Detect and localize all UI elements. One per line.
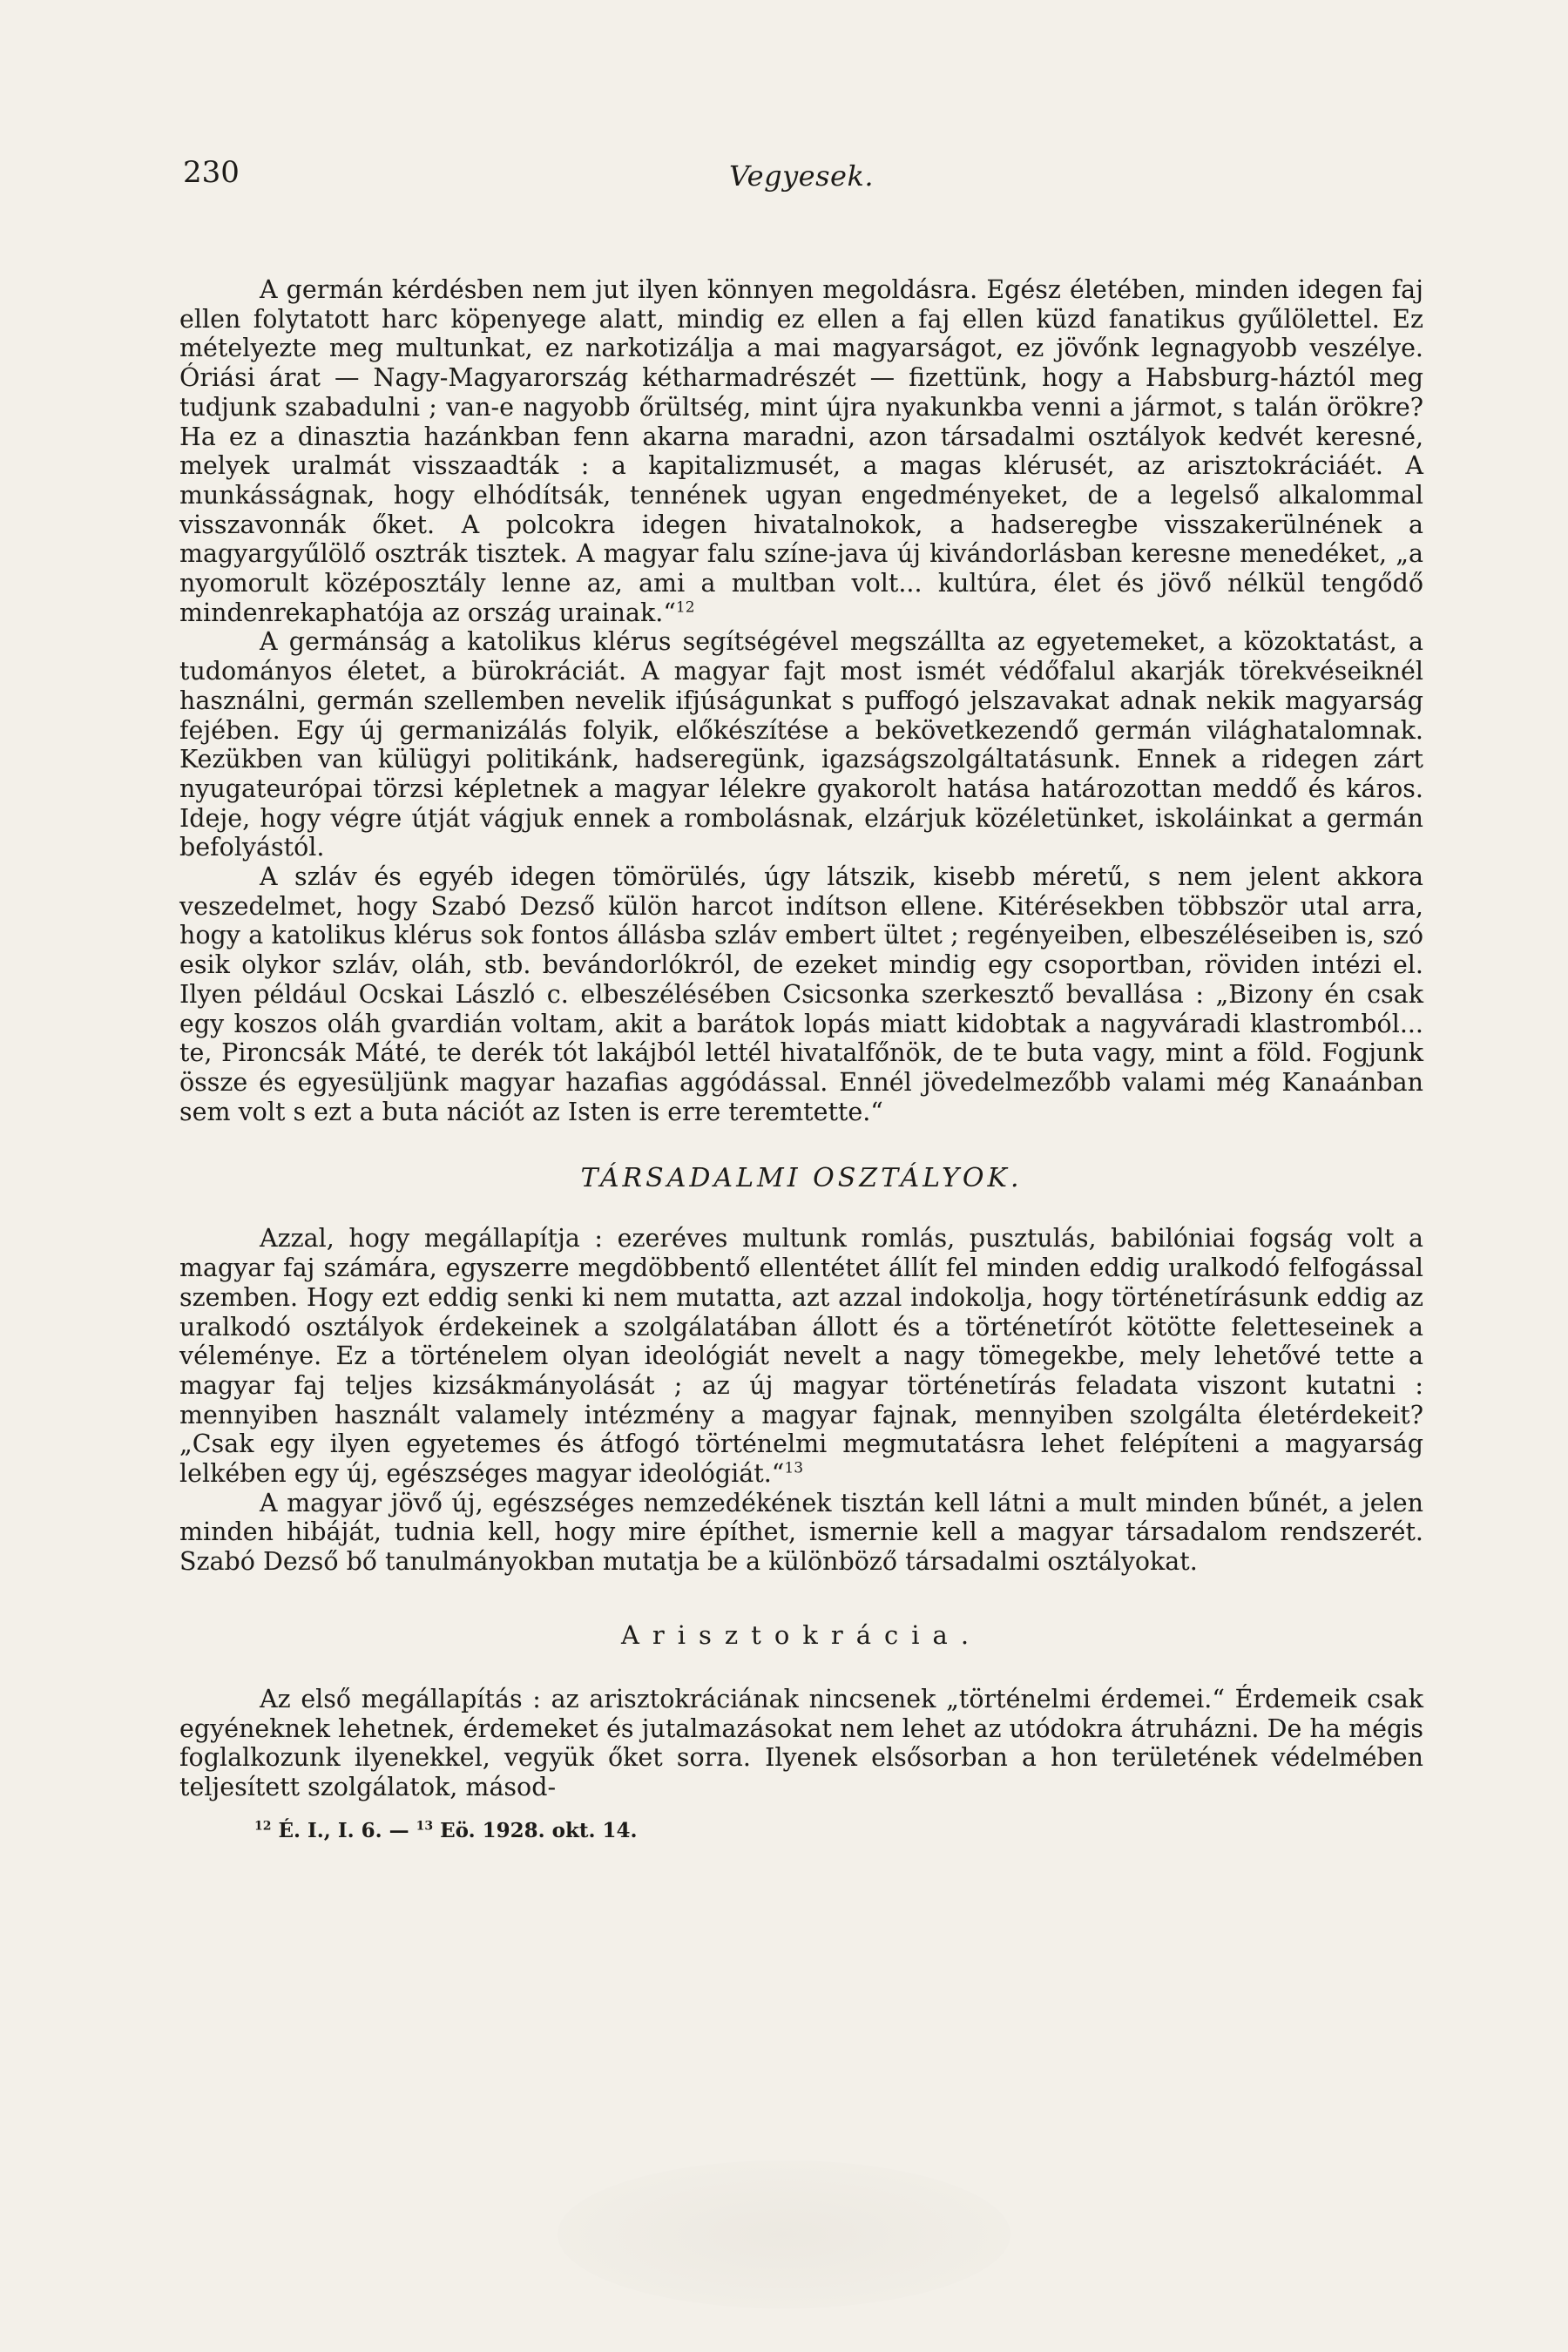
paper-bleed-through [558, 2160, 1010, 2308]
paragraph-future-generation: A magyar jövő új, egészséges nemzedékének tisztán kell látni a mult minden bűnét, a jelen minden hibáját, tudnia kell, hogy mire építhet, ismernie kell a magyar társadalom rendszerét. Szabó Dezső bő tanulmányokban mutatja be a különböző társadalmi osztályokat. [179, 1488, 1423, 1577]
footnote-ref-12: 12 [675, 598, 695, 617]
running-head: Vegyesek. [728, 159, 875, 193]
paragraph-german-question [179, 275, 1423, 627]
paragraph-germanization: A germánság a katolikus klérus segítségével megszállta az egyetemeket, a közoktatást, a tudományos életet, a bürokráciát. A magyar fajt most ismét védőfalul akarják törekvéseiknél használni, germán szellemben nevelik ifjúságunkat s puffogó jelszavakat adnak nekik magyarság fejében. Egy új germanizálás folyik, előkészítése a bekövetkezendő germán világhatalomnak. Kezükben van külügyi politikánk, hadseregünk, igazságszolgáltatásunk. Ennek a ridegen zárt nyugateurópai törzsi képletnek a magyar lélekre gyakorolt hatása határozottan meddő és káros. Ideje, hogy végre útját vágjuk ennek a rombolásnak, elzárjuk közéletünket, iskoláinkat a germán befolyástól. [179, 627, 1423, 862]
subsection-heading: Arisztokrácia. [620, 1619, 983, 1650]
paragraph-slavic: A szláv és egyéb idegen tömörülés, úgy látszik, kisebb méretű, s nem jelent akkora veszedelmet, hogy Szabó Dezső külön harcot indítson ellene. Kitérésekben többször utal arra, hogy a katolikus klérus sok fontos állásba szláv embert ültet ; regényeiben, elbeszéléseiben is, szó esik olykor szláv, oláh, stb. bevándorlókról, de ezeket mindig egy csoportban, röviden intézi el. Ilyen például Ocskai László c. elbeszélésében Csicsonka szerkesztő bevallása : „Bizony én csak egy koszos oláh gvardián voltam, akit a barátok lopás miatt kidobtak a nagyváradi klastromból... te, Pironcsák Máté, te derék tót lakájból lettél hivatalfőnök, de te buta vagy, mint a föld. Fogjunk össze és egyesüljünk magyar hazafias aggódással. Ennél jövedelmezőbb valami még Kanaánban sem volt s ezt a buta nációt az Isten is erre teremtette.“ [179, 862, 1423, 1126]
footnote-12: É. I., I. 6. — [278, 1818, 416, 1842]
section-heading: TÁRSADALMI OSZTÁLYOK. [580, 1163, 1023, 1194]
footnote-number-12: 12 [254, 1818, 272, 1833]
footnotes [179, 1818, 1423, 1844]
page-header [183, 155, 1420, 199]
page-body [179, 275, 1423, 1844]
paragraph-aristocracy: Az első megállapítás : az arisztokráciának nincsenek „történelmi érdemei.“ Érdemeik csak egyéneknek lehetnek, érdemeket és jutalmazásokat nem lehet az utódokra átruházni. De ha mégis foglalkozunk ilyenekkel, vegyük őket sorra. Ilyenek elsősorban a hon területének védelmében teljesített szolgálatok, másod- [179, 1684, 1423, 1801]
footnote-number-13: 13 [416, 1818, 434, 1833]
footnote-ref-13: 13 [784, 1459, 804, 1477]
footnote-13: Eö. 1928. okt. 14. [440, 1818, 638, 1842]
paragraph-text: Azzal, hogy megállapítja : ezeréves multunk romlás, pusztulás, babilóniai fogság volt a magyar faj számára, egyszerre megdöbbentő ellentétet állít fel minden eddig uralkodó felfogással szemben. Hogy ezt eddig senki ki nem mutatta, azt azzal indokolja, hogy történetírásunk eddig az uralkodó osztályok érdekeinek a szolgálatában állott és a történetírót kötötte feletteseinek a véleménye. Ez a történelem olyan ideológiát nevelt a nagy tömegekbe, mely lehetővé tette a magyar faj teljes kizsákmányolását ; az új magyar történetírás feladata viszont kutatni : mennyiben használt valamely intézmény a magyar fajnak, mennyiben szolgálta életérdekeit? „Csak egy ilyen egyetemes és átfogó történelmi megmutatásra lehet felépíteni a magyarság lelkében egy új, egészséges magyar ideológiát.“ [179, 1224, 1423, 1489]
paragraph-text: A germán kérdésben nem jut ilyen könnyen megoldásra. Egész életében, minden idegen faj ellen folytatott harc köpenyege alatt, mindig ez ellen a faj ellen küzd fanatikus gyűlölettel. Ez mételyezte meg multunkat, ez narkotizálja a mai magyarságot, ez jövőnk legnagyobb veszélye. Óriási árat — Nagy-Magyarország kétharmadrészét — fizettünk, hogy a Habsburg-háztól meg tudjunk szabadulni ; van-e nagyobb őrültség, mint újra nyakunkba venni a jármot, s talán örökre? Ha ez a dinasztia hazánkban fenn akarna maradni, azon társadalmi osztályok kedvét keresné, melyek uralmát visszaadták : a kapitalizmusét, a magas klérusét, az arisztokráciáét. A munkásságnak, hogy elhódítsák, tennének ugyan engedményeket, de a legelső alkalommal visszavonnák őket. A polcokra idegen hivatalnokok, a hadseregbe visszakerülnének a magyargyűlölő osztrák tisztek. A magyar falu színe-java új kivándorlásban keresne menedéket, „a nyomorult középosztály lenne az, ami a multban volt... kultúra, élet és jövő nélkül tengődő mindenrekaphatója az ország urainak.“ [179, 275, 1423, 627]
paragraph-history [179, 1224, 1423, 1488]
page-number: 230 [183, 155, 240, 190]
